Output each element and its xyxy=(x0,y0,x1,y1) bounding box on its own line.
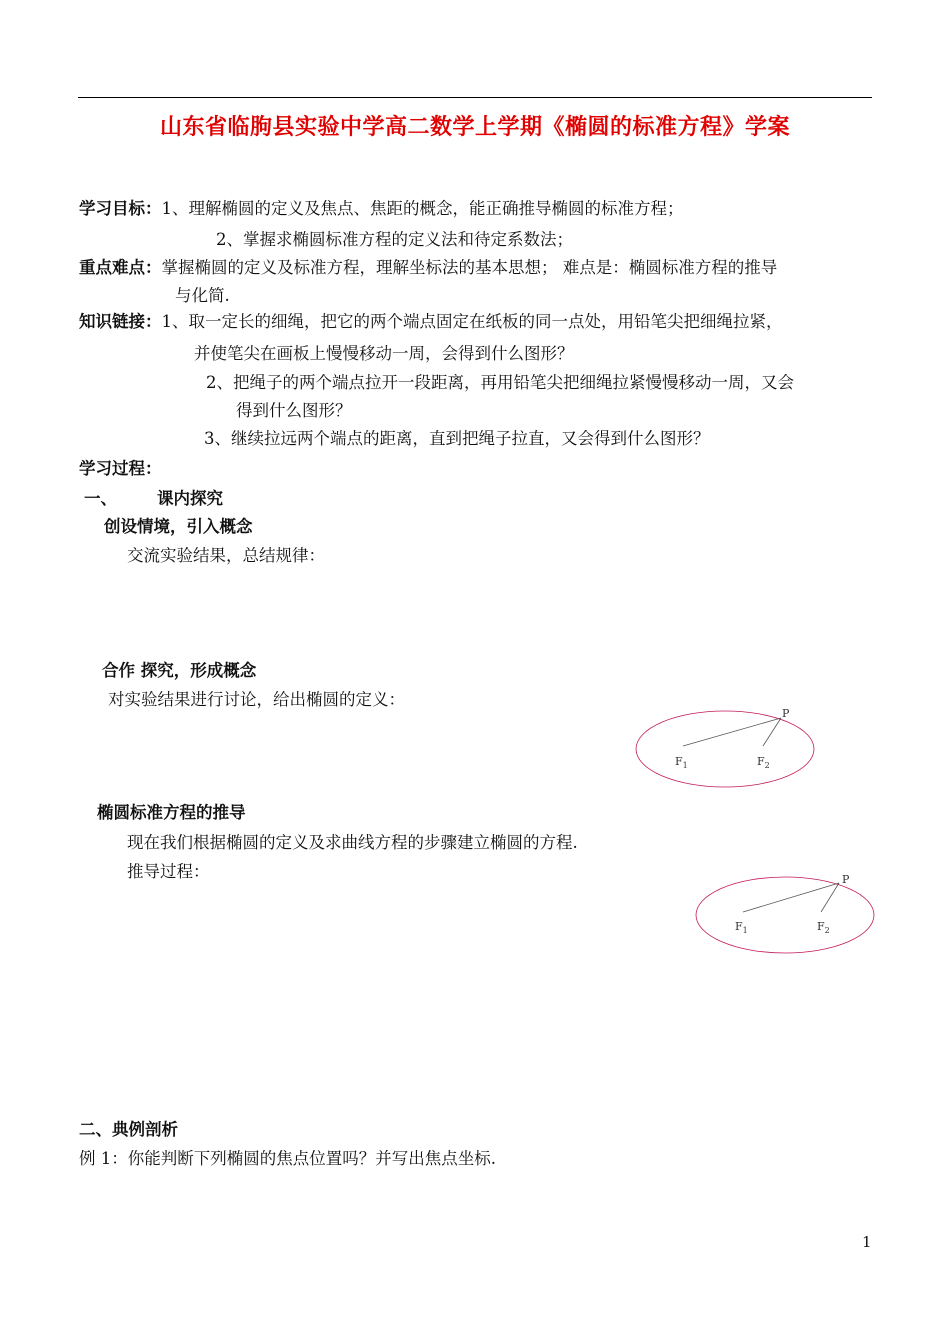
sub-1-text: 交流实验结果，总结规律： xyxy=(127,546,325,565)
knowledge-q3: 3、继续拉远两个端点的距离，直到把绳子拉直，又会得到什么图形？ xyxy=(204,429,710,448)
knowledge-q1-line-2: 并使笔尖在画板上慢慢移动一周，会得到什么图形？ xyxy=(194,344,574,363)
keypoints-row xyxy=(79,257,777,279)
knowledge-row xyxy=(79,311,783,333)
section-2-title: 二、典例剖析 xyxy=(79,1120,178,1139)
segment-f1-p xyxy=(743,883,839,912)
sub-3-text-1: 现在我们根据椭圆的定义及求曲线方程的步骤建立椭圆的方程. xyxy=(127,833,578,852)
keypoints-line-2: 与化简. xyxy=(175,286,230,305)
document-title: 山东省临朐县实验中学高二数学上学期《椭圆的标准方程》学案 xyxy=(159,115,790,140)
keypoints-label: 重点难点： xyxy=(79,258,162,277)
ellipse-figure-1 xyxy=(628,700,824,796)
focus-2-label: $F_2$ xyxy=(757,755,770,770)
goals-label: 学习目标： xyxy=(79,199,162,218)
knowledge-label: 知识链接： xyxy=(79,312,162,331)
ellipse-curve xyxy=(636,711,814,787)
sub-2-title: 合作 探究，形成概念 xyxy=(102,661,257,680)
focus-1-label: $F_1$ xyxy=(735,920,748,935)
sub-1-title: 创设情境，引入概念 xyxy=(104,517,253,536)
keypoints-line-1: 掌握椭圆的定义及标准方程，理解坐标法的基本思想； 难点是：椭圆标准方程的推导 xyxy=(161,258,778,277)
header-rule xyxy=(78,97,872,98)
goals-item-1: 1、理解椭圆的定义及焦点、焦距的概念，能正确推导椭圆的标准方程； xyxy=(161,199,684,218)
sub-3-text-2: 推导过程： xyxy=(127,862,210,881)
goals-item-2: 2、掌握求椭圆标准方程的定义法和待定系数法； xyxy=(216,230,573,249)
ellipse-curve xyxy=(696,877,874,953)
point-p-label: P xyxy=(842,873,850,886)
page-number: 1 xyxy=(862,1233,872,1251)
goals-row xyxy=(79,198,684,220)
section-1-number: 一、 xyxy=(84,489,117,508)
ellipse-figure-2 xyxy=(688,865,884,961)
focus-2-label: $F_2$ xyxy=(817,920,830,935)
knowledge-q1-line-1: 1、取一定长的细绳，把它的两个端点固定在纸板的同一点处，用铅笔尖把细绳拉紧， xyxy=(161,312,783,331)
segment-f1-p xyxy=(683,718,781,746)
example-1: 例 1：你能判断下列椭圆的焦点位置吗？并写出焦点坐标. xyxy=(79,1149,496,1168)
knowledge-q2-line-2: 得到什么图形？ xyxy=(236,401,352,420)
process-label: 学习过程： xyxy=(79,459,162,478)
knowledge-q2-line-1: 2、把绳子的两个端点拉开一段距离，再用铅笔尖把细绳拉紧慢慢移动一周，又会 xyxy=(206,373,794,392)
sub-2-text: 对实验结果进行讨论，给出椭圆的定义： xyxy=(108,690,405,709)
point-p-label: P xyxy=(782,707,790,720)
focus-1-label: $F_1$ xyxy=(675,755,688,770)
section-1-title: 课内探究 xyxy=(157,489,223,508)
sub-3-title: 椭圆标准方程的推导 xyxy=(97,803,246,822)
